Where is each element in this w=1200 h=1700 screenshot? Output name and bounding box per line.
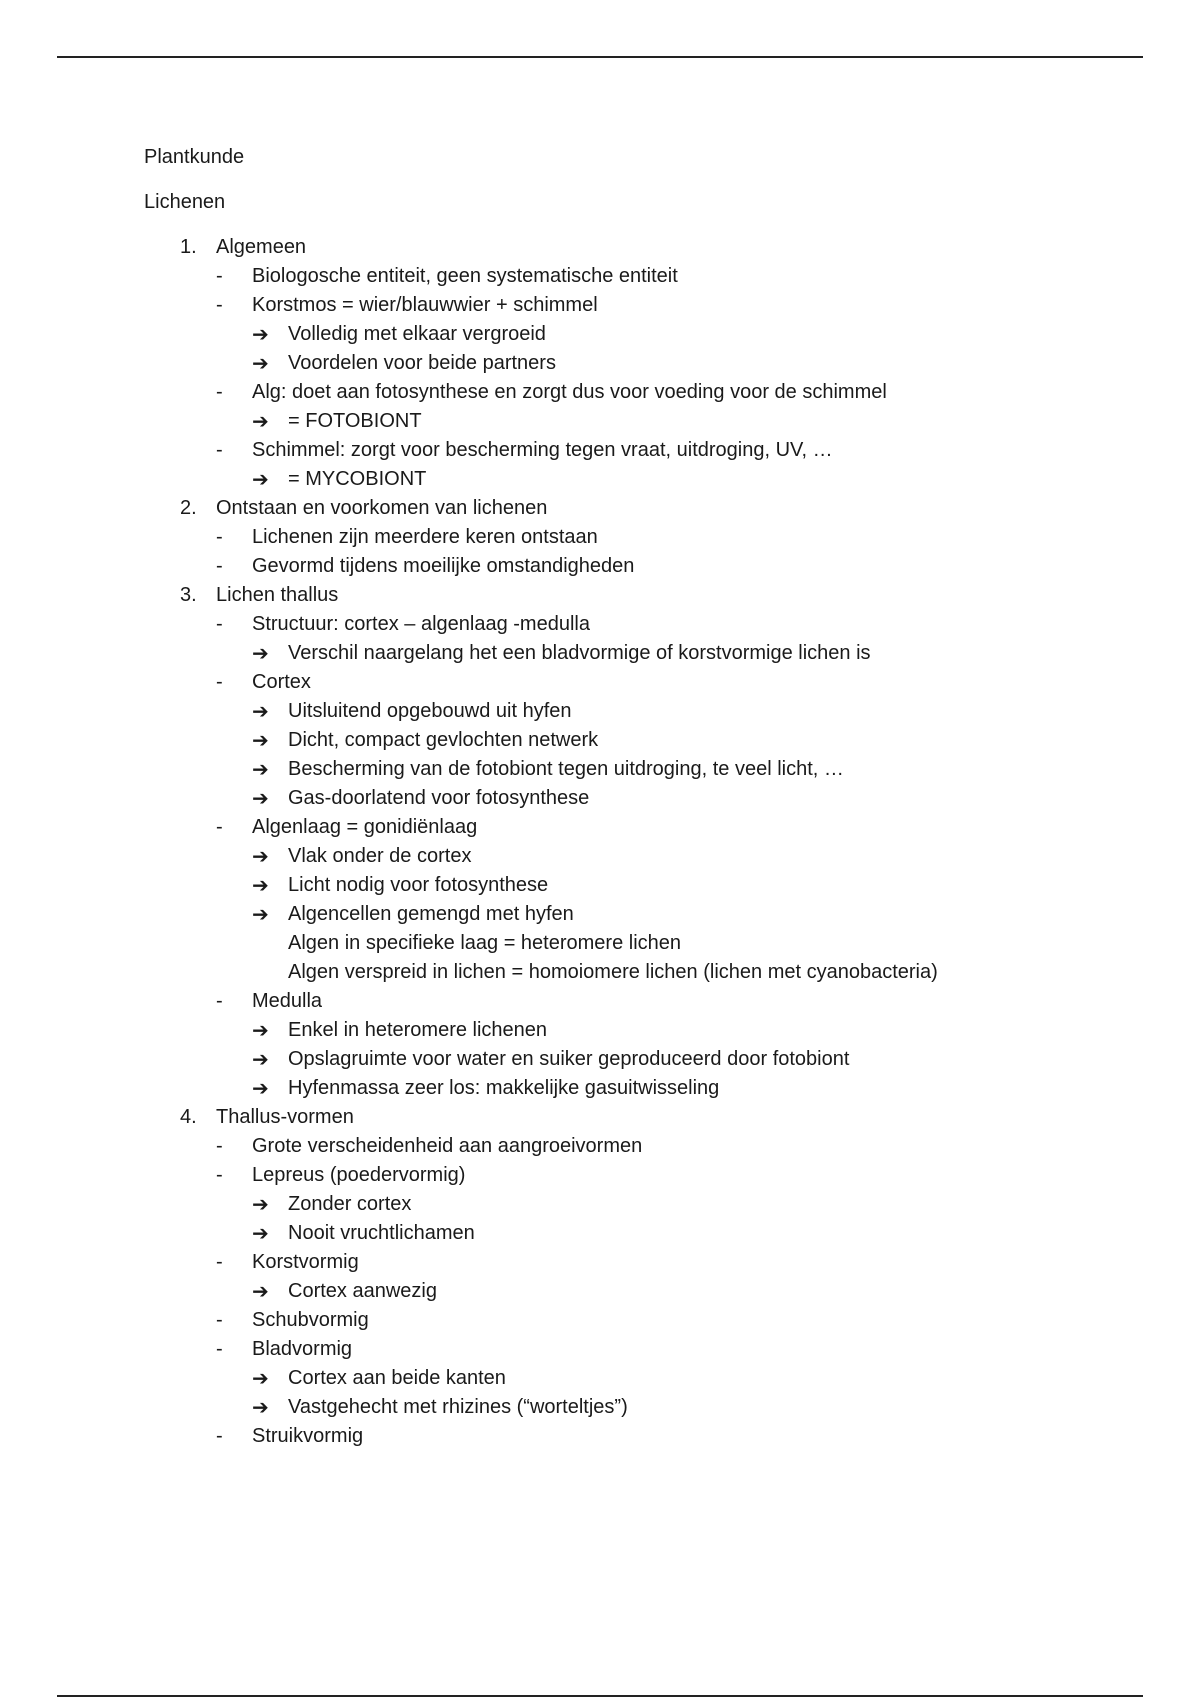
bullet-item: [144, 1306, 1144, 1335]
arrow-item: [144, 1016, 1144, 1045]
arrow-icon: ➔: [252, 1076, 269, 1100]
dash-marker: -: [216, 555, 223, 577]
bullet-text: Bladvormig: [252, 1338, 353, 1360]
dash-marker: -: [216, 381, 223, 403]
bullet-item: [144, 668, 1144, 697]
bullet-item: [144, 291, 1144, 320]
dash-marker: -: [216, 526, 223, 548]
dash-marker: -: [216, 1338, 223, 1360]
arrow-item: [144, 320, 1144, 349]
arrow-item: [144, 697, 1144, 726]
arrow-item-text: Nooit vruchtlichamen: [288, 1222, 475, 1244]
arrow-item-text: Vlak onder de cortex: [288, 845, 472, 867]
arrow-icon: ➔: [252, 351, 269, 375]
arrow-icon: ➔: [252, 1279, 269, 1303]
arrow-icon: ➔: [252, 467, 269, 491]
arrow-item: [144, 842, 1144, 871]
dash-marker: -: [216, 1164, 223, 1186]
dash-marker: -: [216, 671, 223, 693]
bullet-text: Biologosche entiteit, geen systematische entiteit: [252, 265, 678, 287]
document-title: Plantkunde: [144, 146, 245, 168]
bullet-text: Grote verscheidenheid aan aangroeivormen: [252, 1135, 643, 1157]
arrow-item: [144, 1364, 1144, 1393]
arrow-item: [144, 1219, 1144, 1248]
arrow-icon: ➔: [252, 757, 269, 781]
arrow-item: [144, 1393, 1144, 1422]
bullet-text: Medulla: [252, 990, 323, 1012]
arrow-icon: ➔: [252, 786, 269, 810]
arrow-item: [144, 407, 1144, 436]
continuation-line: Algen in specifieke laag = heteromere lichen: [288, 932, 682, 954]
arrow-item: [144, 349, 1144, 378]
arrow-item-text: Zonder cortex: [288, 1193, 412, 1215]
arrow-item-text: Hyfenmassa zeer los: makkelijke gasuitwisseling: [288, 1077, 720, 1099]
document-body: [144, 143, 1144, 1451]
arrow-item-text: Licht nodig voor fotosynthese: [288, 874, 549, 896]
arrow-icon: ➔: [252, 1047, 269, 1071]
bullet-text: Gevormd tijdens moeilijke omstandigheden: [252, 555, 635, 577]
arrow-item-text: Uitsluitend opgebouwd uit hyfen: [288, 700, 572, 722]
section-number: 1.: [180, 236, 197, 258]
bullet-text: Korstvormig: [252, 1251, 359, 1273]
arrow-item-text: Opslagruimte voor water en suiker geproduceerd door fotobiont: [288, 1048, 850, 1070]
arrow-item: [144, 900, 1144, 929]
arrow-icon: ➔: [252, 1395, 269, 1419]
dash-marker: -: [216, 613, 223, 635]
bullet-text: Korstmos = wier/blauwwier + schimmel: [252, 294, 598, 316]
arrow-icon: ➔: [252, 902, 269, 926]
arrow-item: [144, 1190, 1144, 1219]
arrow-icon: ➔: [252, 1366, 269, 1390]
arrow-item-text: Volledig met elkaar vergroeid: [288, 323, 546, 345]
bullet-item: [144, 610, 1144, 639]
section-label: Thallus-vormen: [216, 1106, 354, 1128]
arrow-item: [144, 755, 1144, 784]
arrow-item: [144, 1074, 1144, 1103]
dash-marker: -: [216, 265, 223, 287]
section-heading: [144, 581, 1144, 610]
arrow-icon: ➔: [252, 641, 269, 665]
bullet-text: Structuur: cortex – algenlaag -medulla: [252, 613, 590, 635]
arrow-item-text: Voordelen voor beide partners: [288, 352, 556, 374]
arrow-item-text: Vastgehecht met rhizines (“worteltjes”): [288, 1396, 628, 1418]
bullet-item: [144, 378, 1144, 407]
bullet-text: Struikvormig: [252, 1425, 364, 1447]
bullet-text: Lepreus (poedervormig): [252, 1164, 466, 1186]
section-label: Lichen thallus: [216, 584, 339, 606]
section-number: 3.: [180, 584, 197, 606]
header-rule: [57, 56, 1143, 58]
arrow-icon: ➔: [252, 322, 269, 346]
bullet-text: Algenlaag = gonidiënlaag: [252, 816, 478, 838]
bullet-item: [144, 987, 1144, 1016]
dash-marker: -: [216, 439, 223, 461]
dash-marker: -: [216, 816, 223, 838]
section-number: 2.: [180, 497, 197, 519]
bullet-text: Alg: doet aan fotosynthese en zorgt dus voor voeding voor de schimmel: [252, 381, 887, 403]
dash-marker: -: [216, 990, 223, 1012]
section-number: 4.: [180, 1106, 197, 1128]
section-label: Ontstaan en voorkomen van lichenen: [216, 497, 548, 519]
section-heading: [144, 494, 1144, 523]
dash-marker: -: [216, 1251, 223, 1273]
arrow-item: [144, 465, 1144, 494]
arrow-icon: ➔: [252, 1018, 269, 1042]
bullet-item: [144, 1248, 1144, 1277]
arrow-item-text: Gas-doorlatend voor fotosynthese: [288, 787, 590, 809]
section-heading: [144, 233, 1144, 262]
bullet-item: [144, 1335, 1144, 1364]
bullet-item: [144, 813, 1144, 842]
arrow-item-text: = FOTOBIONT: [288, 410, 422, 432]
section-heading: [144, 1103, 1144, 1132]
bullet-text: Schimmel: zorgt voor bescherming tegen vraat, uitdroging, UV, …: [252, 439, 833, 461]
arrow-icon: ➔: [252, 699, 269, 723]
arrow-item-text: Enkel in heteromere lichenen: [288, 1019, 548, 1041]
bullet-text: Lichenen zijn meerdere keren ontstaan: [252, 526, 598, 548]
arrow-item-text: Dicht, compact gevlochten netwerk: [288, 729, 599, 751]
bullet-item: [144, 436, 1144, 465]
footer-rule: [57, 1695, 1143, 1697]
arrow-item-text: Cortex aan beide kanten: [288, 1367, 506, 1389]
bullet-item: [144, 1161, 1144, 1190]
arrow-item: [144, 871, 1144, 900]
arrow-icon: ➔: [252, 1192, 269, 1216]
arrow-item: [144, 1045, 1144, 1074]
arrow-icon: ➔: [252, 1221, 269, 1245]
arrow-item: [144, 726, 1144, 755]
bullet-text: Schubvormig: [252, 1309, 369, 1331]
outline-list: [144, 233, 1144, 1451]
arrow-item: [144, 639, 1144, 668]
arrow-item-text: Cortex aanwezig: [288, 1280, 437, 1302]
bullet-item: [144, 1132, 1144, 1161]
continuation-line: Algen verspreid in lichen = homoiomere lichen (lichen met cyanobacteria): [288, 961, 938, 983]
section-label: Algemeen: [216, 236, 307, 258]
dash-marker: -: [216, 1425, 223, 1447]
bullet-item: [144, 552, 1144, 581]
bullet-text: Cortex: [252, 671, 311, 693]
document-subtitle: Lichenen: [144, 191, 226, 213]
bullet-item: [144, 262, 1144, 291]
arrow-item-text: Algencellen gemengd met hyfen: [288, 903, 574, 925]
arrow-item-text: Verschil naargelang het een bladvormige of korstvormige lichen is: [288, 642, 871, 664]
bullet-item: [144, 1422, 1144, 1451]
arrow-item: [144, 1277, 1144, 1306]
dash-marker: -: [216, 1135, 223, 1157]
arrow-icon: ➔: [252, 873, 269, 897]
dash-marker: -: [216, 294, 223, 316]
bullet-item: [144, 523, 1144, 552]
dash-marker: -: [216, 1309, 223, 1331]
arrow-item: [144, 784, 1144, 813]
arrow-icon: ➔: [252, 728, 269, 752]
arrow-item-text: = MYCOBIONT: [288, 468, 427, 490]
arrow-icon: ➔: [252, 844, 269, 868]
arrow-item-text: Bescherming van de fotobiont tegen uitdroging, te veel licht, …: [288, 758, 844, 780]
arrow-icon: ➔: [252, 409, 269, 433]
